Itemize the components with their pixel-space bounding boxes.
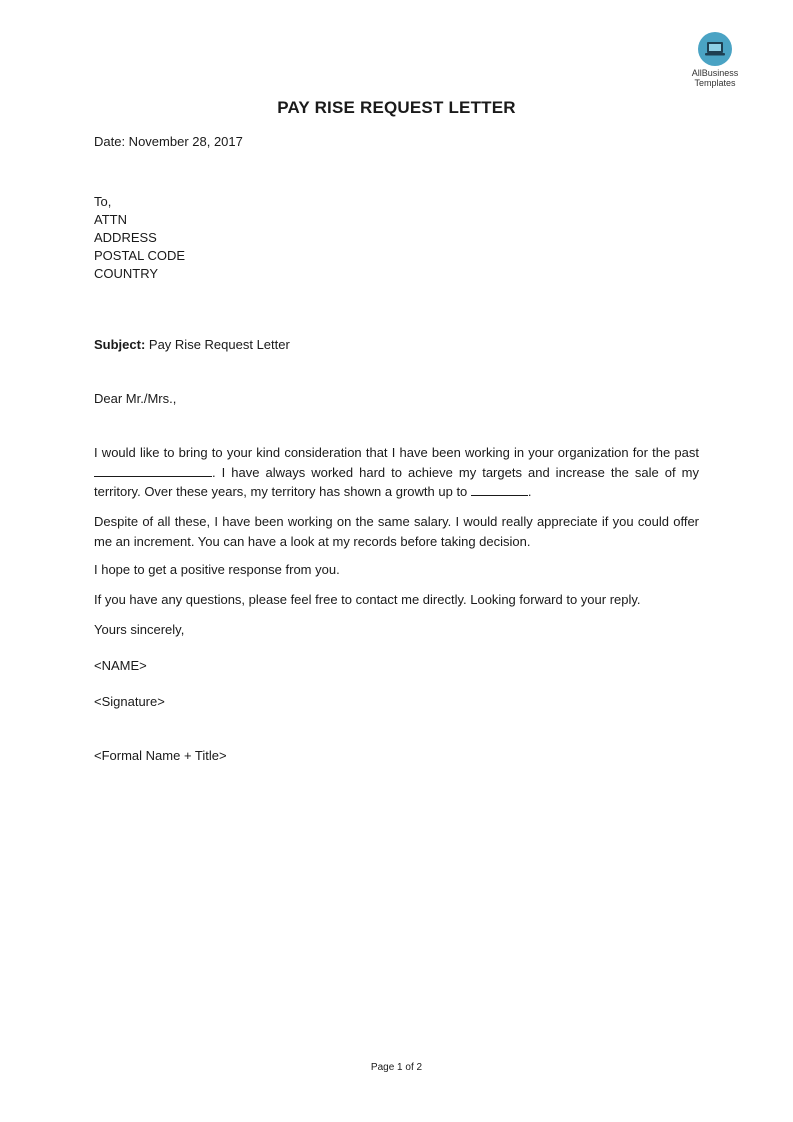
subject-label: Subject:: [94, 337, 146, 352]
logo-brand-line2: Templates: [694, 78, 736, 88]
logo-text: [682, 68, 748, 88]
logo-badge: [698, 32, 732, 66]
body-p1-part3: .: [527, 484, 532, 499]
recipient-address: ADDRESS: [94, 230, 157, 245]
logo-brand-line1: AllBusiness: [691, 68, 739, 78]
laptop-icon: [704, 39, 726, 59]
body-p1-part1: I would like to bring to your kind consideration that I have been working in your organization for the past: [94, 445, 699, 460]
body-paragraph-4: If you have any questions, please feel free to contact me directly. Looking forward to your reply.: [94, 592, 641, 607]
recipient-to: To,: [94, 194, 112, 209]
sender-formal-name: <Formal Name + Title>: [94, 748, 227, 763]
brand-logo: [682, 32, 748, 88]
sender-signature: <Signature>: [94, 694, 165, 709]
salutation: Dear Mr./Mrs.,: [94, 391, 177, 406]
date-line: Date: November 28, 2017: [94, 134, 243, 149]
recipient-country: COUNTRY: [94, 266, 159, 281]
subject-text: Pay Rise Request Letter: [145, 337, 290, 352]
body-paragraph-2: Despite of all these, I have been working on the same salary. I would really appreciate if you could offer me an increment. You can have a look at my records before taking decision.: [94, 514, 699, 549]
document-title: PAY RISE REQUEST LETTER: [277, 98, 516, 117]
blank-growth-field[interactable]: [471, 483, 528, 496]
body-paragraph-1: [94, 443, 699, 502]
subject-line: [94, 336, 290, 354]
blank-years-field[interactable]: [94, 464, 212, 477]
page-footer: Page 1 of 2: [370, 1062, 423, 1073]
body-p1-part2: . I have always worked hard to achieve my targets and increase the sale of my territory. Over these years, my territory has shown a growth up to: [94, 464, 699, 499]
body-paragraph-3: I hope to get a positive response from you.: [94, 562, 340, 577]
recipient-postal-code: POSTAL CODE: [94, 248, 186, 263]
recipient-attn: ATTN: [94, 212, 127, 227]
sender-name: <NAME>: [94, 658, 147, 673]
sign-off: Yours sincerely,: [94, 622, 185, 637]
